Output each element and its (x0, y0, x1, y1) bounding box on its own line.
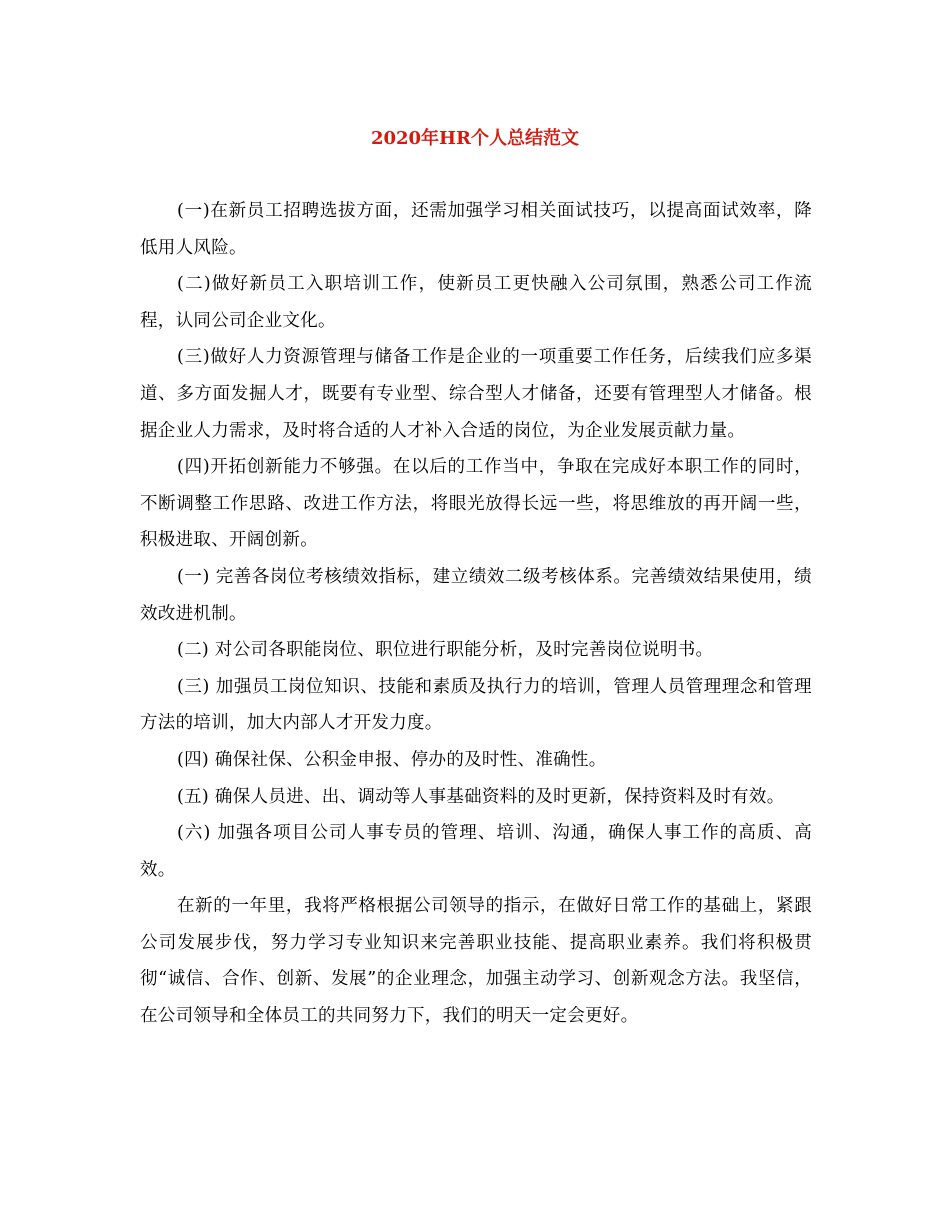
paragraph-10: (六) 加强各项目公司人事专员的管理、培训、沟通，确保人事工作的高质、高效。 (140, 823, 812, 880)
paragraph-6: (二) 对公司各职能岗位、职位进行职能分析，及时完善岗位说明书。 (177, 640, 714, 661)
document-title: 2020年HR个人总结范文 (370, 128, 580, 149)
document-body (140, 193, 812, 1035)
paragraph-2: (二)做好新员工入职培训工作，使新员工更快融入公司氛围，熟悉公司工作流程，认同公司企业文化。 (140, 274, 812, 331)
paragraph-9: (五) 确保人员进、出、调动等人事基础资料的及时更新，保持资料及时有效。 (177, 786, 785, 807)
paragraph-5: (一) 完善各岗位考核绩效指标，建立绩效二级考核体系。完善绩效结果使用，绩效改进机制。 (140, 566, 812, 624)
paragraph-8: (四) 确保社保、公积金申报、停办的及时性、准确性。 (177, 749, 607, 770)
paragraph-7: (三) 加强员工岗位知识、技能和素质及执行力的培训，管理人员管理理念和管理方法的培训，加大内部人才开发力度。 (140, 676, 812, 734)
paragraph-11: 在新的一年里，我将严格根据公司领导的指示，在做好日常工作的基础上，紧跟公司发展步伐，努力学习专业知识来完善职业技能、提高职业素养。我们将积极贯彻“诚信、合作、创新、发展”的企业理念，加强主动学习、创新观念方法。我坚信，在公司领导和全体员工的共同努力下，我们的明天一定会更好。 (140, 896, 812, 1027)
paragraph-3: (三)做好人力资源管理与储备工作是企业的一项重要工作任务，后续我们应多渠道、多方面发掘人才，既要有专业型、综合型人才储备，还要有管理型人才储备。根据企业人力需求，及时将合适的人才补入合适的岗位，为企业发展贡献力量。 (140, 347, 812, 441)
paragraph-4: (四)开拓创新能力不够强。在以后的工作当中，争取在完成好本职工作的同时，不断调整工作思路、改进工作方法，将眼光放得长远一些，将思维放的再开阔一些，积极进取、开阔创新。 (140, 457, 812, 551)
paragraph-1: (一)在新员工招聘选拔方面，还需加强学习相关面试技巧，以提高面试效率，降低用人风险。 (140, 201, 812, 258)
